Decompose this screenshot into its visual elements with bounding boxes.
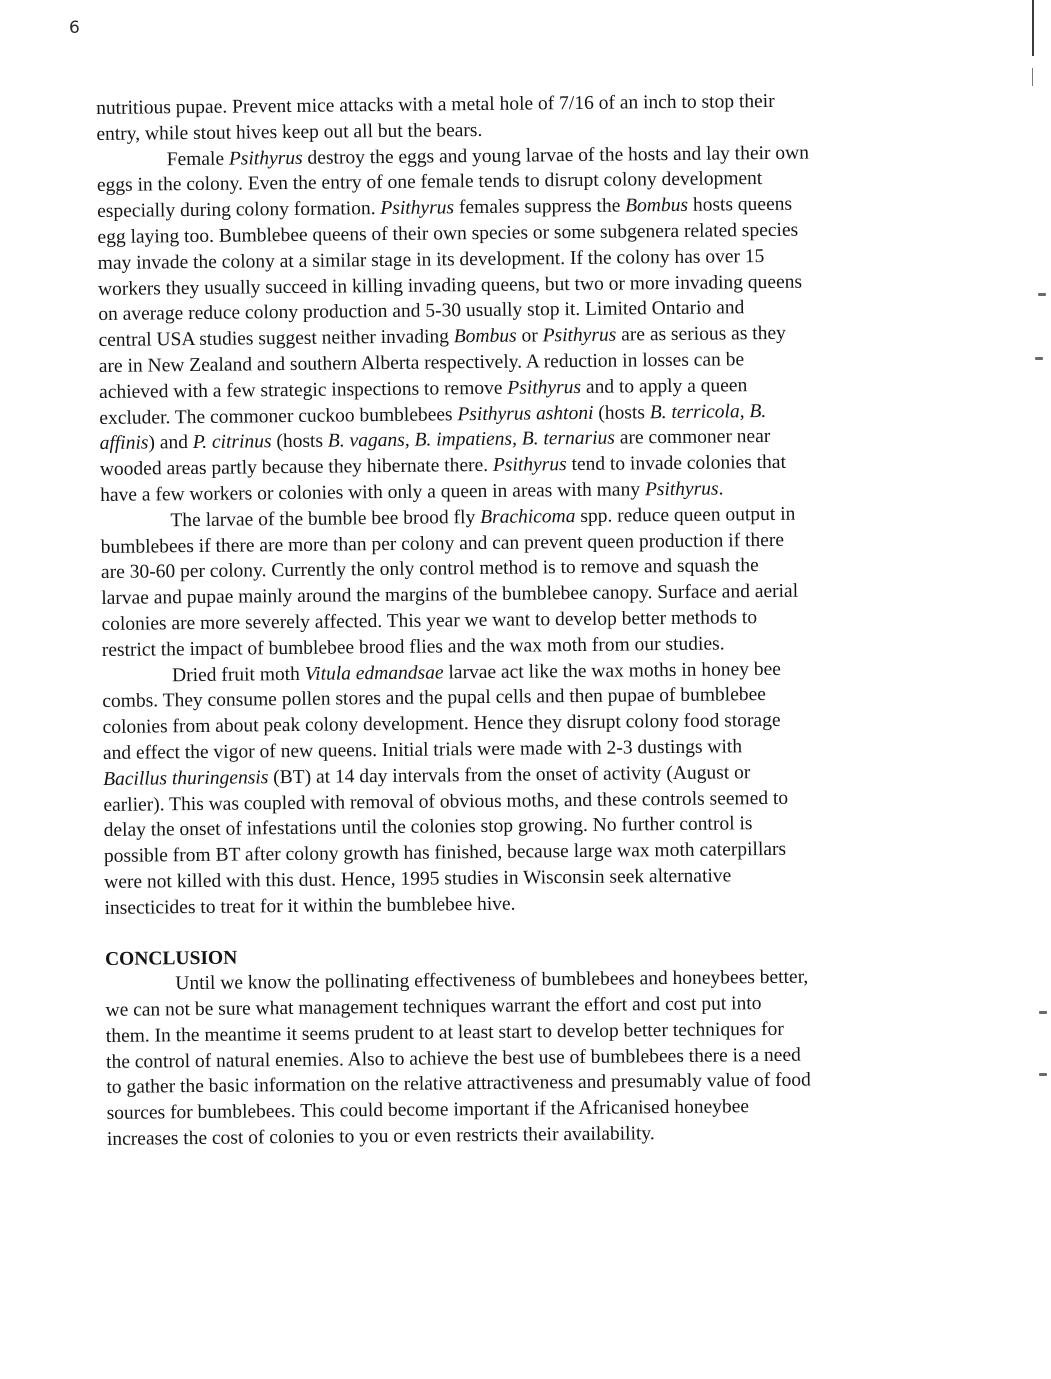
italic-term: Bacillus thuringensis bbox=[103, 766, 269, 790]
text-run: spp. reduce queen output in bbox=[575, 503, 796, 527]
text-run: may invade the colony at a similar stage in its development. If the colony has over 15 bbox=[97, 245, 765, 274]
italic-term: Psithyrus bbox=[542, 324, 617, 347]
page-number: 6 bbox=[69, 18, 80, 38]
text-run: ) and bbox=[148, 432, 193, 454]
text-run: entry, while stout hives keep out all but the bears. bbox=[96, 119, 483, 145]
italic-term: Psithyrus bbox=[492, 454, 567, 477]
margin-mark bbox=[1039, 1073, 1047, 1076]
text-run: earlier). This was coupled with removal of obvious moths, and these controls seemed to bbox=[103, 787, 789, 816]
text-run: to gather the basic information on the relative attractiveness and presumably value of food bbox=[106, 1070, 811, 1099]
text-run: larvae and pupae mainly around the margins of the bumblebee canopy. Surface and aerial bbox=[101, 580, 799, 610]
text-run: (hosts bbox=[593, 401, 650, 424]
margin-mark bbox=[1035, 357, 1043, 360]
italic-term: affinis bbox=[99, 432, 149, 455]
text-run: Dried fruit moth bbox=[171, 663, 305, 686]
text-run: nutritious pupae. Prevent mice attacks with a metal hole of 7/16 of an inch to stop their bbox=[96, 90, 775, 119]
text-run: central USA studies suggest neither invading bbox=[98, 326, 454, 352]
text-run: The larvae of the bumble bee brood fly bbox=[170, 506, 481, 531]
text-run: bumblebees if there are more than per colony and can prevent queen production if there bbox=[100, 529, 785, 558]
text-run: Until we know the pollinating effectiveness of bumblebees and honeybees better, bbox=[175, 966, 809, 995]
scan-edge-line bbox=[1032, 0, 1034, 56]
text-run: colonies are more severely affected. This year we want to develop better methods to bbox=[101, 607, 758, 635]
section-heading-conclusion: CONCLUSION bbox=[104, 947, 238, 970]
text-run: combs. They consume pollen stores and the pupal cells and then pupae of bumblebee bbox=[102, 684, 766, 713]
margin-mark bbox=[1039, 1011, 1047, 1014]
text-run: (hosts bbox=[271, 430, 328, 453]
text-run: and effect the vigor of new queens. Initial trials were made with 2-3 dustings with bbox=[102, 736, 743, 764]
text-run: colonies from about peak colony development. Hence they disrupt colony food storage bbox=[102, 709, 781, 739]
conclusion-text bbox=[105, 964, 907, 1153]
text-run: possible from BT after colony growth has finished, because large wax moth caterpillars bbox=[103, 838, 787, 868]
italic-term: Psithyrus ashtoni bbox=[457, 402, 594, 425]
text-run: destroy the eggs and young larvae of the hosts and lay their own bbox=[302, 142, 810, 169]
text-run: are in New Zealand and southern Alberta respectively. A reduction in losses can be bbox=[98, 349, 745, 377]
text-run: we can not be sure what management techniques warrant the effort and cost put into bbox=[105, 993, 762, 1022]
text-run: females suppress the bbox=[453, 195, 626, 219]
italic-term: Brachicoma bbox=[480, 505, 576, 528]
text-run: larvae act like the wax moths in honey bee bbox=[443, 658, 782, 683]
margin-mark bbox=[1038, 293, 1046, 296]
text-run: hosts queens bbox=[687, 193, 793, 216]
text-run: . bbox=[718, 478, 724, 500]
text-run: workers they usually succeed in killing invading queens, but two or more invading queens bbox=[97, 271, 803, 300]
text-run: the control of natural enemies. Also to achieve the best use of bumblebees there is a need bbox=[106, 1044, 801, 1073]
text-run: or bbox=[516, 325, 543, 347]
text-run: have a few workers or colonies with only a queen in areas with many bbox=[100, 479, 646, 506]
text-run: are 30-60 per colony. Currently the only control method is to remove and squash the bbox=[100, 555, 759, 584]
text-run: them. In the meantime it seems prudent to at least start to develop better techniques for bbox=[105, 1018, 784, 1047]
text-run: Female bbox=[166, 148, 230, 170]
italic-term: Psithyrus bbox=[507, 376, 582, 399]
text-run: are as serious as they bbox=[616, 322, 786, 346]
italic-term: Vitula edmandsae bbox=[304, 661, 444, 685]
text-run: insecticides to treat for it within the bumblebee hive. bbox=[104, 893, 516, 919]
italic-term: Bombus bbox=[625, 194, 689, 217]
text-run: delay the onset of infestations until the colonies stop growing. No further control is bbox=[103, 813, 753, 842]
text-run: tend to invade colonies that bbox=[566, 451, 787, 476]
scan-edge-line bbox=[1032, 68, 1033, 86]
text-run: sources for bumblebees. This could become important if the Africanised honeybee bbox=[106, 1096, 750, 1125]
text-run: wooded areas partly because they hibernate there. bbox=[99, 455, 494, 481]
body-text bbox=[96, 88, 905, 922]
text-run: especially during colony formation. bbox=[97, 198, 381, 223]
text-run: increases the cost of colonies to you or even restricts their availability. bbox=[106, 1123, 655, 1151]
italic-term: P. citrinus bbox=[192, 431, 272, 454]
text-run: egg laying too. Bumblebee queens of their own species or some subgenera related species bbox=[97, 219, 799, 248]
document-body bbox=[96, 88, 907, 1153]
italic-term: Psithyrus bbox=[380, 197, 455, 220]
text-run: are commoner near bbox=[614, 426, 771, 449]
text-run: were not killed with this dust. Hence, 1995 studies in Wisconsin seek alternative bbox=[104, 865, 732, 893]
italic-term: B. terricola, B. bbox=[649, 400, 767, 423]
text-run: and to apply a queen bbox=[580, 374, 748, 398]
text-run: achieved with a few strategic inspections to remove bbox=[98, 377, 508, 403]
text-run: (BT) at 14 day intervals from the onset of activity (August or bbox=[268, 761, 751, 788]
text-run: excluder. The commoner cuckoo bumblebees bbox=[99, 403, 458, 429]
italic-term: Psithyrus bbox=[228, 147, 303, 170]
text-run: eggs in the colony. Even the entry of one female tends to disrupt colony development bbox=[96, 168, 763, 197]
text-run: restrict the impact of bumblebee brood flies and the wax moth from our studies. bbox=[101, 633, 725, 661]
italic-term: Psithyrus bbox=[644, 478, 719, 501]
italic-term: Bombus bbox=[453, 325, 517, 348]
italic-term: B. vagans, B. impatiens, B. ternarius bbox=[327, 427, 616, 452]
text-run: on average reduce colony production and 5-30 usually stop it. Limited Ontario and bbox=[98, 297, 745, 326]
